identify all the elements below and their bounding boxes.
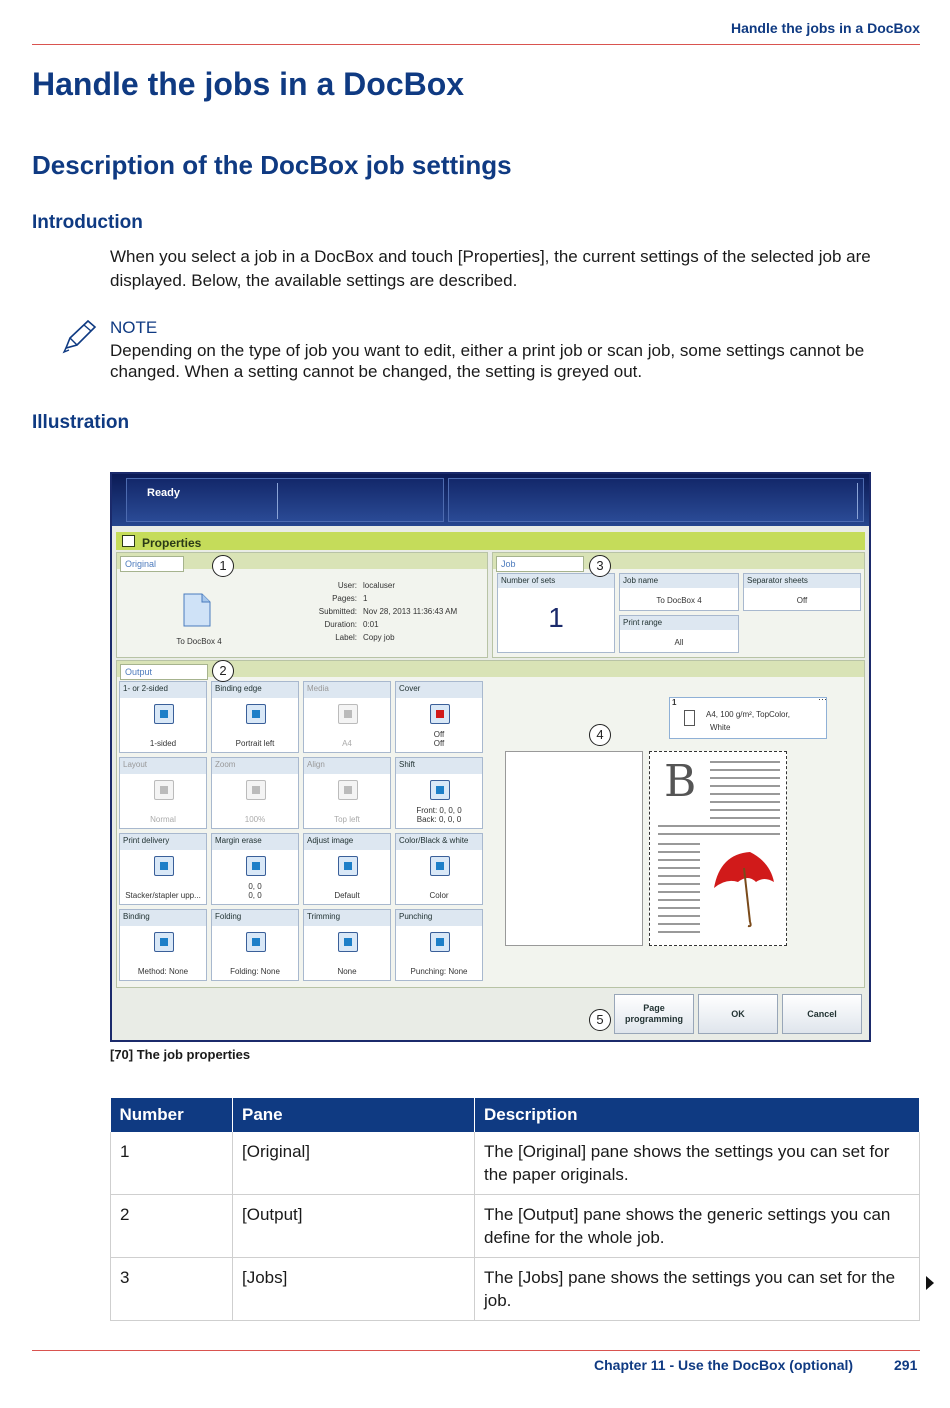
preview-blank-page xyxy=(505,751,643,946)
media-info-box[interactable]: 1 A4, 100 g/m², TopColor, White ··· xyxy=(669,697,827,739)
zoom-icon xyxy=(246,780,266,800)
document-icon xyxy=(183,593,211,632)
shift-icon xyxy=(430,780,450,800)
section-title: Description of the DocBox job settings xyxy=(32,150,512,180)
setting-tile[interactable]: Media A4 xyxy=(303,681,391,753)
table-header-description: Description xyxy=(475,1098,920,1132)
tab-original[interactable]: Original xyxy=(120,556,184,572)
table-header-number: Number xyxy=(111,1098,233,1132)
header-rule xyxy=(32,44,920,45)
callout-2: 2 xyxy=(212,660,234,682)
erase-icon xyxy=(246,856,266,876)
job-name-field[interactable]: Job name To DocBox 4 xyxy=(619,573,739,611)
original-pane xyxy=(116,552,488,658)
output-tiles xyxy=(119,681,491,985)
cover-icon xyxy=(430,704,450,724)
setting-tile[interactable]: Color/Black & white Color xyxy=(395,833,483,905)
more-icon: ··· xyxy=(818,694,827,704)
table-row: 1 [Original] The [Original] pane shows the settings you can set for the paper originals. xyxy=(111,1132,920,1195)
intro-text: When you select a job in a DocBox and touch [Properties], the current settings of the selected job are displayed. Below, the available settings are described. xyxy=(110,247,871,290)
illustration-heading: Illustration xyxy=(32,412,130,433)
setting-tile[interactable]: Folding Folding: None xyxy=(211,909,299,981)
preview-page: B xyxy=(649,751,787,946)
binding-icon xyxy=(246,704,266,724)
figure-caption: [70] The job properties xyxy=(110,1047,251,1062)
setting-tile[interactable]: Trimming None xyxy=(303,909,391,981)
setting-tile[interactable]: Shift Front: 0, 0, 0 Back: 0, 0, 0 xyxy=(395,757,483,829)
fold-icon xyxy=(246,932,266,952)
separator-sheets-field[interactable]: Separator sheets Off xyxy=(743,573,861,611)
ok-button[interactable]: OK xyxy=(698,994,778,1034)
footer-chapter: Chapter 11 - Use the DocBox (optional) xyxy=(594,1357,854,1373)
note-label: NOTE xyxy=(110,318,158,337)
tab-output[interactable]: Output xyxy=(120,664,208,680)
callout-4: 4 xyxy=(589,724,611,746)
callout-5: 5 xyxy=(589,1009,611,1031)
umbrella-icon xyxy=(710,848,776,928)
punch-icon xyxy=(430,932,450,952)
setting-tile[interactable]: Align Top left xyxy=(303,757,391,829)
note-text: Depending on the type of job you want to edit, either a print job or scan job, some settings cannot be changed. When a setting cannot be changed, the setting is greyed out. xyxy=(110,341,865,381)
page-icon xyxy=(154,704,174,724)
trim-icon xyxy=(338,932,358,952)
setting-tile[interactable]: Print delivery Stacker/stapler upp... xyxy=(119,833,207,905)
align-icon xyxy=(338,780,358,800)
pencil-icon xyxy=(60,318,98,359)
number-of-sets-field[interactable]: Number of sets 1 xyxy=(497,573,615,653)
original-fields: User: localuser Pages: 1 Submitted: Nov 28, 2013 11:36:43 AM Duration: 0:01 Label: Copy job xyxy=(318,581,458,642)
bulb-icon xyxy=(338,856,358,876)
setting-tile[interactable]: Binding Method: None xyxy=(119,909,207,981)
footer-rule xyxy=(32,1350,920,1351)
status-text: Ready xyxy=(147,487,181,499)
print-range-field[interactable]: Print range All xyxy=(619,615,739,653)
setting-tile[interactable]: Adjust image Default xyxy=(303,833,391,905)
properties-title: Properties xyxy=(142,536,202,550)
intro-heading: Introduction xyxy=(32,212,143,233)
setting-tile[interactable]: Cover Off Off xyxy=(395,681,483,753)
layout-icon xyxy=(154,780,174,800)
original-doc-name: To DocBox 4 xyxy=(176,637,222,646)
properties-icon xyxy=(122,535,135,547)
setting-tile[interactable]: Punching Punching: None xyxy=(395,909,483,981)
tab-job[interactable]: Job xyxy=(496,556,584,572)
page-number: 291 xyxy=(894,1357,918,1373)
setting-tile[interactable]: Layout Normal xyxy=(119,757,207,829)
setting-tile[interactable]: Margin erase 0, 0 0, 0 xyxy=(211,833,299,905)
output-pane xyxy=(116,660,865,988)
properties-bar xyxy=(116,532,865,550)
color-icon xyxy=(430,856,450,876)
page-programming-button[interactable]: Page programming xyxy=(614,994,694,1034)
status-bar xyxy=(112,474,869,526)
setting-tile[interactable]: Zoom 100% xyxy=(211,757,299,829)
running-head: Handle the jobs in a DocBox xyxy=(730,20,920,36)
setting-tile[interactable]: 1- or 2-sided 1-sided xyxy=(119,681,207,753)
continued-arrow-icon xyxy=(926,1276,934,1290)
table-row: 3 [Jobs] The [Jobs] pane shows the settings you can set for the job. xyxy=(111,1258,920,1321)
job-pane xyxy=(492,552,865,658)
callout-1: 1 xyxy=(212,555,234,577)
page-title: Handle the jobs in a DocBox xyxy=(32,66,465,102)
description-table xyxy=(110,1098,920,1321)
bind-method-icon xyxy=(154,932,174,952)
table-header-pane: Pane xyxy=(233,1098,475,1132)
delivery-icon xyxy=(154,856,174,876)
media-page-icon xyxy=(684,710,695,726)
table-row: 2 [Output] The [Output] pane shows the generic settings you can define for the whole job. xyxy=(111,1195,920,1258)
media-icon xyxy=(338,704,358,724)
callout-3: 3 xyxy=(589,555,611,577)
properties-screenshot xyxy=(110,472,871,1042)
cancel-button[interactable]: Cancel xyxy=(782,994,862,1034)
setting-tile[interactable]: Binding edge Portrait left xyxy=(211,681,299,753)
